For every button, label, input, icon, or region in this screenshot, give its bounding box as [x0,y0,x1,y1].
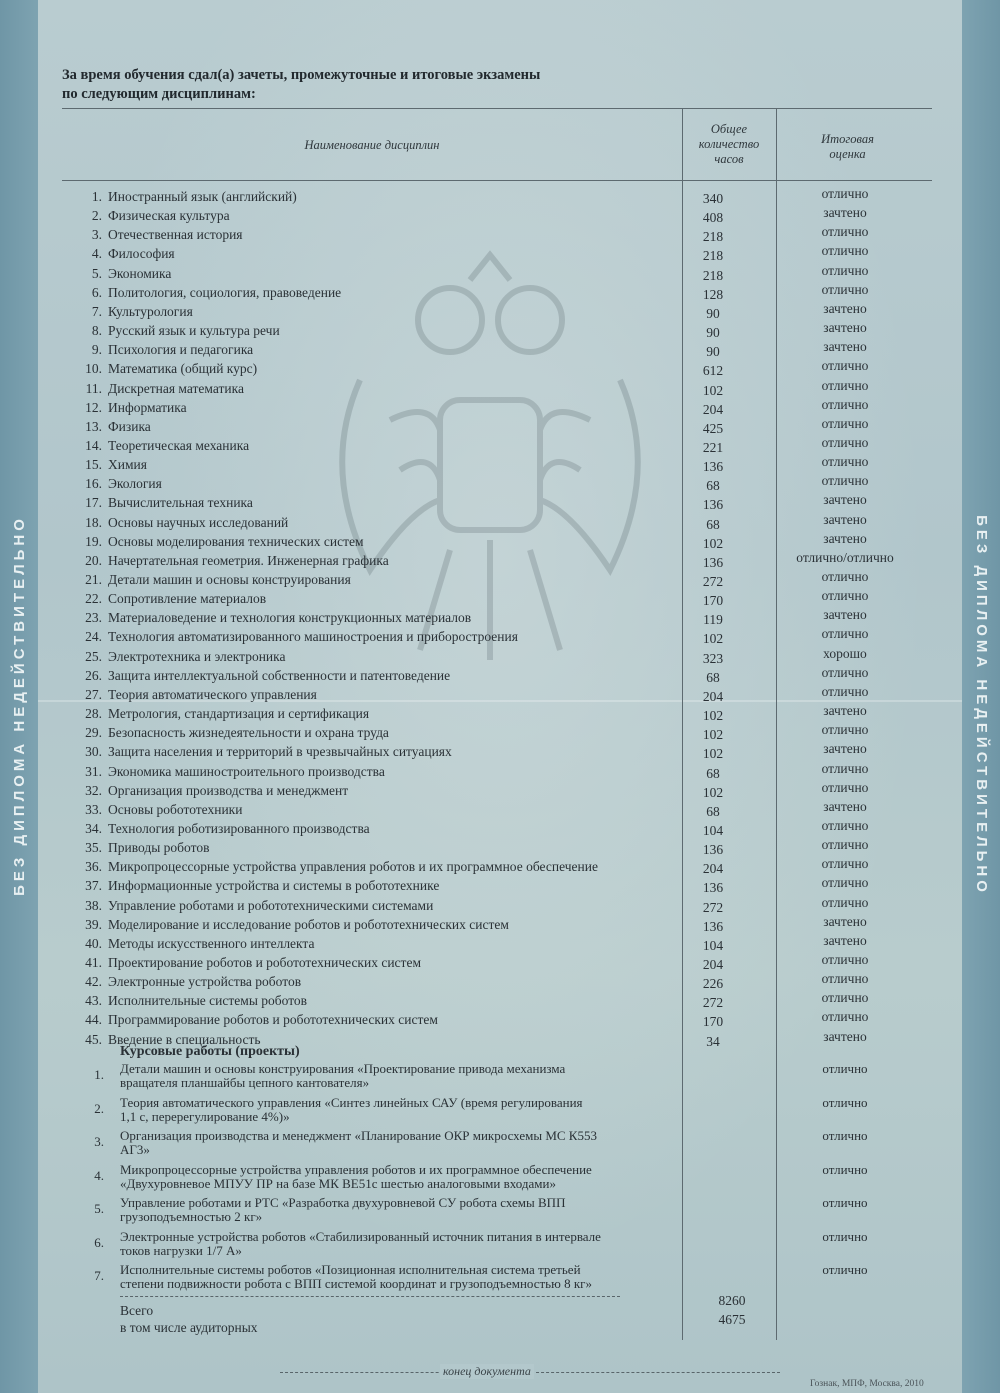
discipline-hours: 204 [702,957,724,972]
discipline-number: 13. [85,419,102,434]
coursework-text [120,1129,680,1157]
discipline-hours: 102 [702,536,724,551]
discipline-name: Метрология, стандартизация и сертификация [108,706,370,721]
discipline-grade: отлично [821,473,869,488]
coursework-number: 3. [94,1134,104,1149]
coursework-text-line-2: АГ3» [120,1142,150,1157]
discipline-number: 5. [91,266,102,281]
discipline-name: Вычислительная техника [108,495,253,510]
discipline-grade: зачтено [823,933,867,948]
coursework-grade: отлично [822,1061,868,1076]
discipline-number: 17. [85,495,102,510]
coursework-text-line-2: степени подвижности робота с ВПП системой координат и грузоподъемностью 8 кг» [120,1276,592,1291]
coursework-row [0,1096,1000,1126]
discipline-number: 18. [85,515,102,530]
discipline-hours: 170 [702,1014,724,1029]
discipline-number: 14. [85,438,102,453]
column-header-hours: Общее количество часов [698,122,760,166]
discipline-grade: отлично [821,952,869,967]
discipline-hours: 68 [706,804,720,819]
discipline-number: 26. [85,668,102,683]
coursework-row [0,1196,1000,1226]
discipline-number: 8. [91,323,102,338]
table-header-rule [62,180,932,181]
discipline-grade: отлично [821,626,869,641]
discipline-name: Введение в специальность [108,1032,261,1047]
discipline-number: 31. [85,764,102,779]
discipline-number: 3. [91,227,102,242]
discipline-number: 42. [85,974,102,989]
coursework-row [0,1062,1000,1092]
discipline-grade: зачтено [823,301,867,316]
discipline-name: Информационные устройства и системы в робототехнике [108,878,440,893]
discipline-hours: 136 [702,842,724,857]
discipline-hours: 340 [702,191,724,206]
discipline-name: Программирование роботов и робототехнических систем [108,1012,438,1027]
discipline-name: Защита населения и территорий в чрезвычайных ситуациях [108,744,452,759]
discipline-hours: 68 [706,766,720,781]
coursework-text-line-1: Исполнительные системы роботов «Позиционная исполнительная система третьей [120,1262,581,1277]
discipline-hours: 90 [706,344,720,359]
discipline-number: 37. [85,878,102,893]
discipline-name: Физическая культура [108,208,230,223]
discipline-number: 7. [91,304,102,319]
discipline-name: Экономика [108,266,172,281]
discipline-number: 15. [85,457,102,472]
discipline-grade: хорошо [823,646,867,661]
discipline-number: 2. [91,208,102,223]
discipline-number: 36. [85,859,102,874]
discipline-number: 43. [85,993,102,1008]
discipline-hours: 68 [706,517,720,532]
discipline-grade: отлично [821,397,869,412]
coursework-text-line-1: Детали машин и основы конструирования «Проектирование привода механизма [120,1061,566,1076]
discipline-name: Материаловедение и технология конструкционных материалов [108,610,472,625]
discipline-name: Проектирование роботов и робототехнических систем [108,955,421,970]
coursework-text-line-1: Организация производства и менеджмент «Планирование ОКР микросхемы МС К553 [120,1128,597,1143]
discipline-name: Защита интеллектуальной собственности и патентоведение [108,668,451,683]
discipline-grade: отлично [821,358,869,373]
discipline-number: 16. [85,476,102,491]
coursework-row [0,1263,1000,1293]
coursework-number: 4. [94,1168,104,1183]
coursework-title: Курсовые работы (проекты) [120,1044,300,1059]
discipline-hours: 218 [702,229,724,244]
discipline-hours: 136 [702,880,724,895]
coursework-text [120,1263,680,1291]
discipline-hours: 119 [703,612,723,627]
discipline-number: 35. [85,840,102,855]
discipline-hours: 136 [702,919,724,934]
discipline-grade: зачтено [823,531,867,546]
discipline-name: Сопротивление материалов [108,591,267,606]
discipline-hours: 90 [706,306,720,321]
coursework-text-line-1: Управление роботами и РТС «Разработка двухуровневой СУ робота схемы ВПП [120,1195,566,1210]
table-top-rule [62,108,932,109]
discipline-number: 4. [91,246,102,261]
discipline-number: 28. [85,706,102,721]
discipline-grade: зачтено [823,741,867,756]
discipline-hours: 204 [702,689,724,704]
coursework-grade: отлично [822,1095,868,1110]
discipline-number: 20. [85,553,102,568]
column-header-grade: Итоговая оценка [821,132,874,161]
coursework-text-line-2: токов нагрузки 1/7 А» [120,1243,242,1258]
coursework-text-line-1: Теория автоматического управления «Синтез линейных САУ (время регулирования [120,1095,583,1110]
total-value: 8260 [718,1293,746,1308]
discipline-name: Иностранный язык (английский) [108,189,297,204]
discipline-name: Дискретная математика [108,381,244,396]
discipline-number: 22. [85,591,102,606]
coursework-row [0,1129,1000,1159]
discipline-grade: зачтено [823,512,867,527]
discipline-grade: отлично [821,722,869,737]
discipline-grade: отлично [821,780,869,795]
discipline-hours: 104 [702,823,724,838]
discipline-hours: 136 [702,555,724,570]
discipline-number: 44. [85,1012,102,1027]
coursework-number: 6. [94,1235,104,1250]
heading-line-2: по следующим дисциплинам: [62,86,256,102]
discipline-hours: 218 [702,248,724,263]
discipline-hours: 204 [702,402,724,417]
coursework-text [120,1096,680,1124]
discipline-name: Основы научных исследований [108,515,289,530]
heading [62,66,762,104]
coursework-text-line-2: 1,1 с, перерегулирование 4%)» [120,1109,290,1124]
heading-line-1: За время обучения сдал(а) зачеты, промежуточные и итоговые экзамены [62,67,541,83]
discipline-name: Основы моделирования технических систем [108,534,364,549]
discipline-number: 9. [91,342,102,357]
discipline-number: 34. [85,821,102,836]
discipline-hours: 272 [702,574,724,589]
discipline-number: 6. [91,285,102,300]
discipline-name: Детали машин и основы конструирования [108,572,351,587]
discipline-name: Моделирование и исследование роботов и робототехнических систем [108,917,509,932]
discipline-grade: зачтено [823,205,867,220]
discipline-grade: отлично [821,282,869,297]
discipline-hours: 272 [702,995,724,1010]
discipline-grade: зачтено [823,799,867,814]
discipline-hours: 612 [702,363,724,378]
discipline-name: Русский язык и культура речи [108,323,280,338]
discipline-name: Микропроцессорные устройства управления роботов и их программное обеспечение [108,859,598,874]
discipline-hours: 104 [702,938,724,953]
coursework-text-line-1: Микропроцессорные устройства управления роботов и их программное обеспечение [120,1162,592,1177]
discipline-name: Начертательная геометрия. Инженерная графика [108,553,389,568]
discipline-hours: 218 [702,268,724,283]
discipline-number: 30. [85,744,102,759]
coursework-number: 5. [94,1201,104,1216]
discipline-grade: отлично [821,990,869,1005]
discipline-name: Методы искусственного интеллекта [108,936,315,951]
coursework-text-line-2: вращателя планшайбы цепного кантователя» [120,1075,370,1090]
discipline-name: Политология, социология, правоведение [108,285,342,300]
discipline-number: 41. [85,955,102,970]
discipline-grade: отлично [821,684,869,699]
discipline-number: 12. [85,400,102,415]
discipline-grade: зачтено [823,914,867,929]
total-label: Всего [120,1303,154,1318]
discipline-number: 1. [91,189,102,204]
discipline-name: Психология и педагогика [108,342,254,357]
discipline-hours: 102 [702,746,724,761]
discipline-number: 19. [85,534,102,549]
discipline-grade: отлично [821,569,869,584]
discipline-number: 39. [85,917,102,932]
discipline-grade: отлично [821,416,869,431]
discipline-hours: 90 [706,325,720,340]
discipline-grade: отлично [821,186,869,201]
discipline-name: Культурология [108,304,193,319]
discipline-name: Теоретическая механика [108,438,250,453]
discipline-grade: отлично [821,875,869,890]
discipline-grade: зачтено [823,1029,867,1044]
discipline-name: Технология роботизированного производства [108,821,370,836]
discipline-number: 32. [85,783,102,798]
discipline-hours: 425 [702,421,724,436]
coursework-grade: отлично [822,1128,868,1143]
discipline-name: Экология [108,476,162,491]
discipline-hours: 102 [702,631,724,646]
discipline-name: Электронные устройства роботов [108,974,302,989]
left-side-text: БЕЗ ДИПЛОМА НЕДЕЙСТВИТЕЛЬНО [10,514,28,896]
discipline-name: Электротехника и электроника [108,649,286,664]
discipline-grade: отлично [821,588,869,603]
discipline-hours: 102 [702,727,724,742]
discipline-number: 27. [85,687,102,702]
discipline-number: 21. [85,572,102,587]
discipline-name: Химия [108,457,147,472]
discipline-grade: отлично [821,665,869,680]
discipline-number: 11. [85,381,102,396]
discipline-grade: отлично [821,837,869,852]
discipline-grade: отлично [821,818,869,833]
coursework-row [0,1230,1000,1260]
discipline-number: 24. [85,629,102,644]
discipline-hours: 136 [702,497,724,512]
discipline-number: 25. [85,649,102,664]
classroom-label: в том числе аудиторных [120,1320,258,1335]
discipline-name: Философия [108,246,175,261]
discipline-name: Технология автоматизированного машиностроения и приборостроения [108,629,518,644]
discipline-hours: 128 [702,287,724,302]
printer-imprint: Гознак, МПФ, Москва, 2010 [810,1379,924,1389]
coursework-text [120,1196,680,1224]
coursework-text-line-2: грузоподъемностью 2 кг» [120,1209,263,1224]
discipline-hours: 136 [702,459,724,474]
discipline-grade: зачтено [823,492,867,507]
discipline-grade: зачтено [823,703,867,718]
discipline-hours: 102 [702,383,724,398]
discipline-grade: отлично [821,435,869,450]
coursework-grade: отлично [822,1229,868,1244]
discipline-number: 10. [85,361,102,376]
coursework-text [120,1062,680,1090]
discipline-hours: 323 [702,651,724,666]
discipline-name: Информатика [108,400,187,415]
discipline-grade: отлично/отлично [796,550,894,565]
discipline-grade: отлично [821,1009,869,1024]
coursework-text-line-1: Электронные устройства роботов «Стабилизированный источник питания в интервале [120,1229,601,1244]
discipline-grade: отлично [821,971,869,986]
discipline-name: Основы робототехники [108,802,243,817]
discipline-hours: 68 [706,478,720,493]
discipline-number: 33. [85,802,102,817]
discipline-name: Физика [108,419,151,434]
discipline-grade: зачтено [823,320,867,335]
coursework-grade: отлично [822,1162,868,1177]
discipline-grade: зачтено [823,339,867,354]
discipline-name: Приводы роботов [108,840,210,855]
discipline-hours: 221 [702,440,724,455]
discipline-name: Теория автоматического управления [108,687,317,702]
coursework-text [120,1163,680,1191]
coursework-text [120,1230,680,1258]
discipline-grade: отлично [821,454,869,469]
discipline-grade: отлично [821,243,869,258]
discipline-grade: отлично [821,895,869,910]
discipline-hours: 68 [706,670,720,685]
discipline-grade: отлично [821,856,869,871]
discipline-grade: отлично [821,263,869,278]
right-side-text: БЕЗ ДИПЛОМА НЕДЕЙСТВИТЕЛЬНО [972,514,990,896]
coursework-number: 1. [94,1067,104,1082]
coursework-row [0,1163,1000,1193]
discipline-number: 45. [85,1032,102,1047]
end-of-document-label: конец документа [440,1364,534,1379]
discipline-hours: 272 [702,900,724,915]
discipline-grade: отлично [821,761,869,776]
discipline-hours: 226 [702,976,724,991]
discipline-grade: зачтено [823,607,867,622]
coursework-end-line [120,1296,620,1297]
discipline-hours: 102 [702,708,724,723]
column-header-name: Наименование дисциплин [304,138,440,152]
discipline-name: Безопасность жизнедеятельности и охрана труда [108,725,389,740]
discipline-number: 38. [85,898,102,913]
coursework-grade: отлично [822,1195,868,1210]
coursework-number: 7. [94,1268,104,1283]
discipline-number: 40. [85,936,102,951]
discipline-name: Экономика машиностроительного производства [108,764,385,779]
discipline-hours: 408 [702,210,724,225]
discipline-hours: 34 [706,1034,720,1049]
discipline-number: 23. [85,610,102,625]
coursework-grade: отлично [822,1262,868,1277]
discipline-name: Исполнительные системы роботов [108,993,308,1008]
coursework-number: 2. [94,1101,104,1116]
discipline-grade: отлично [821,378,869,393]
discipline-hours: 204 [702,861,724,876]
discipline-hours: 170 [702,593,724,608]
discipline-name: Управление роботами и робототехническими системами [108,898,434,913]
coursework-text-line-2: «Двухуровневое МПУУ ПР на базе МК ВЕ51с шестью аналоговыми входами» [120,1176,556,1191]
discipline-number: 29. [85,725,102,740]
discipline-grade: отлично [821,224,869,239]
discipline-name: Организация производства и менеджмент [108,783,349,798]
classroom-value: 4675 [718,1312,746,1327]
discipline-name: Отечественная история [108,227,243,242]
discipline-name: Математика (общий курс) [108,361,258,376]
discipline-hours: 102 [702,785,724,800]
